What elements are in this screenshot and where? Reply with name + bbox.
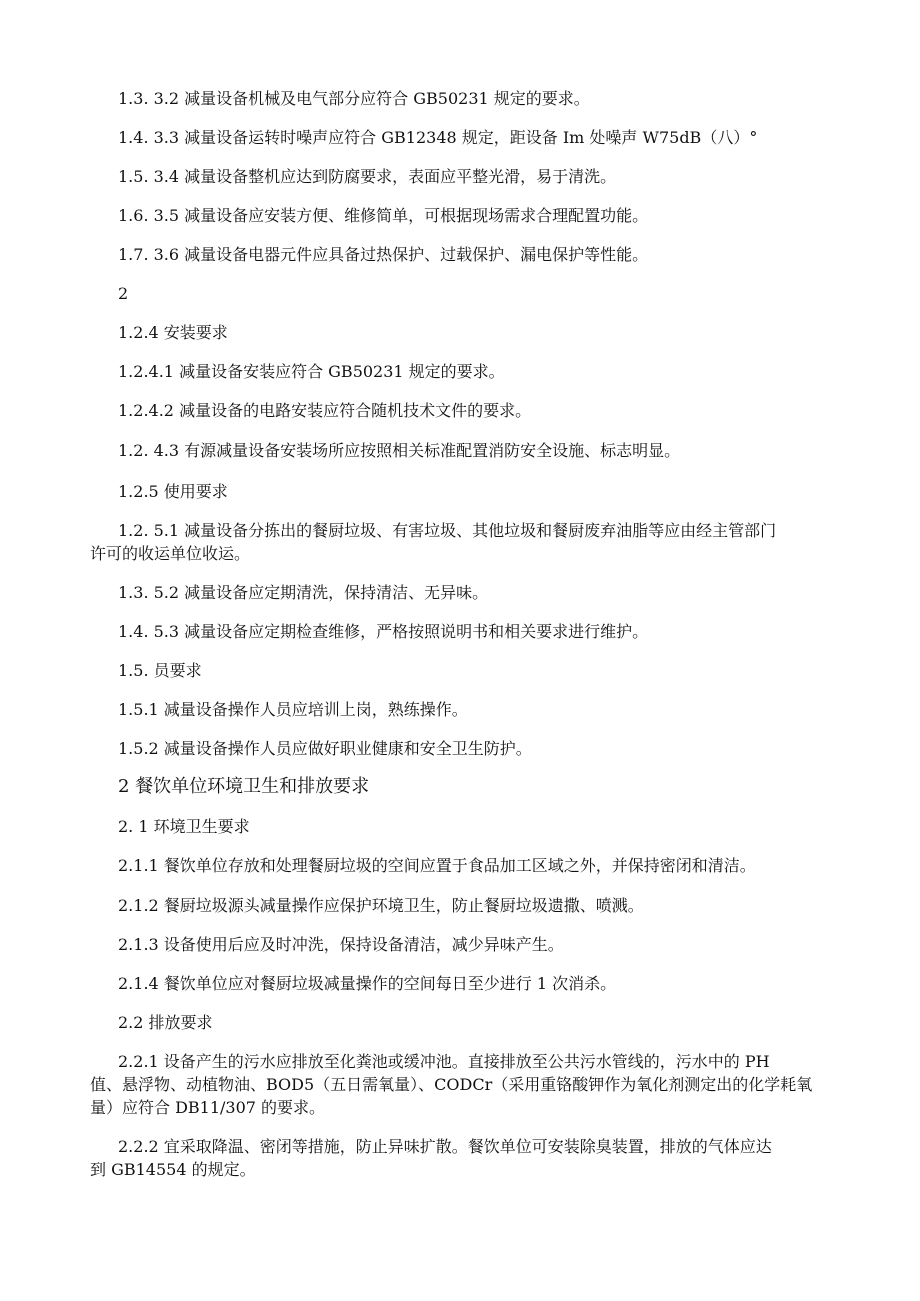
paragraph-1-3: 1.3. 3.2 减量设备机械及电气部分应符合 GB50231 规定的要求。	[118, 89, 590, 108]
paragraph-1-5-1: 1.5.1 减量设备操作人员应培训上岗，熟练操作。	[118, 700, 468, 719]
chapter-heading-2: 2 餐饮单位环境卫生和排放要求	[118, 776, 370, 797]
section-heading-2-1: 2. 1 环境卫生要求	[118, 817, 250, 836]
paragraph-1-3-5-2: 1.3. 5.2 减量设备应定期清洗，保持清洁、无异味。	[118, 583, 489, 602]
paragraph-1-4: 1.4. 3.3 减量设备运转时噪声应符合 GB12348 规定，距设备 Im 处噪声 W75dB（八）°	[118, 128, 758, 147]
paragraph-1-7: 1.7. 3.6 减量设备电器元件应具备过热保护、过载保护、漏电保护等性能。	[118, 245, 649, 264]
paragraph-2-2-1-cont-1: 值、悬浮物、动植物油、BOD5（五日需氧量）、CODCr（采用重铬酸钾作为氧化剂测定出的化学耗氧	[90, 1075, 813, 1094]
paragraph-2-2-2-cont: 到 GB14554 的规定。	[90, 1160, 256, 1179]
paragraph-2-2-1: 2.2.1 设备产生的污水应排放至化粪池或缓冲池。直接排放至公共污水管线的，污水中的 PH	[118, 1052, 770, 1071]
paragraph-2-2-1-cont-2: 量）应符合 DB11/307 的要求。	[90, 1098, 326, 1117]
paragraph-1-6: 1.6. 3.5 减量设备应安装方便、维修简单，可根据现场需求合理配置功能。	[118, 206, 649, 225]
paragraph-1-2-4-2: 1.2.4.2 减量设备的电路安装应符合随机技术文件的要求。	[118, 401, 532, 420]
paragraph-2-1-4: 2.1.4 餐饮单位应对餐厨垃圾减量操作的空间每日至少进行 1 次消杀。	[118, 974, 617, 993]
paragraph-1-2-5-1: 1.2. 5.1 减量设备分拣出的餐厨垃圾、有害垃圾、其他垃圾和餐厨废弃油脂等应由经主管部门	[118, 521, 777, 540]
paragraph-1-2-4-1: 1.2.4.1 减量设备安装应符合 GB50231 规定的要求。	[118, 362, 505, 381]
section-heading-1-5: 1.5. 员要求	[118, 661, 202, 680]
paragraph-1-5: 1.5. 3.4 减量设备整机应达到防腐要求，表面应平整光滑，易于清洗。	[118, 167, 617, 186]
paragraph-2-1-2: 2.1.2 餐厨垃圾源头减量操作应保护环境卫生，防止餐厨垃圾遗撒、喷溅。	[118, 896, 644, 915]
paragraph-2-1-3: 2.1.3 设备使用后应及时冲洗，保持设备清洁，减少异味产生。	[118, 935, 564, 954]
section-heading-1-2-4: 1.2.4 安装要求	[118, 323, 228, 342]
paragraph-1-2-4-3: 1.2. 4.3 有源减量设备安装场所应按照相关标准配置消防安全设施、标志明显。	[118, 441, 681, 460]
paragraph-1-2-5-1-cont: 许可的收运单位收运。	[90, 544, 251, 563]
paragraph-1-5-2: 1.5.2 减量设备操作人员应做好职业健康和安全卫生防护。	[118, 739, 532, 758]
page-number: 2	[118, 284, 129, 303]
paragraph-2-1-1: 2.1.1 餐饮单位存放和处理餐厨垃圾的空间应置于食品加工区域之外，并保持密闭和清洁。	[118, 856, 756, 875]
paragraph-2-2-2: 2.2.2 宜采取降温、密闭等措施，防止异味扩散。餐饮单位可安装除臭装置，排放的气体应达	[118, 1137, 772, 1156]
section-heading-2-2: 2.2 排放要求	[118, 1013, 213, 1032]
paragraph-1-4-5-3: 1.4. 5.3 减量设备应定期检查维修，严格按照说明书和相关要求进行维护。	[118, 622, 649, 641]
section-heading-1-2-5: 1.2.5 使用要求	[118, 482, 228, 501]
